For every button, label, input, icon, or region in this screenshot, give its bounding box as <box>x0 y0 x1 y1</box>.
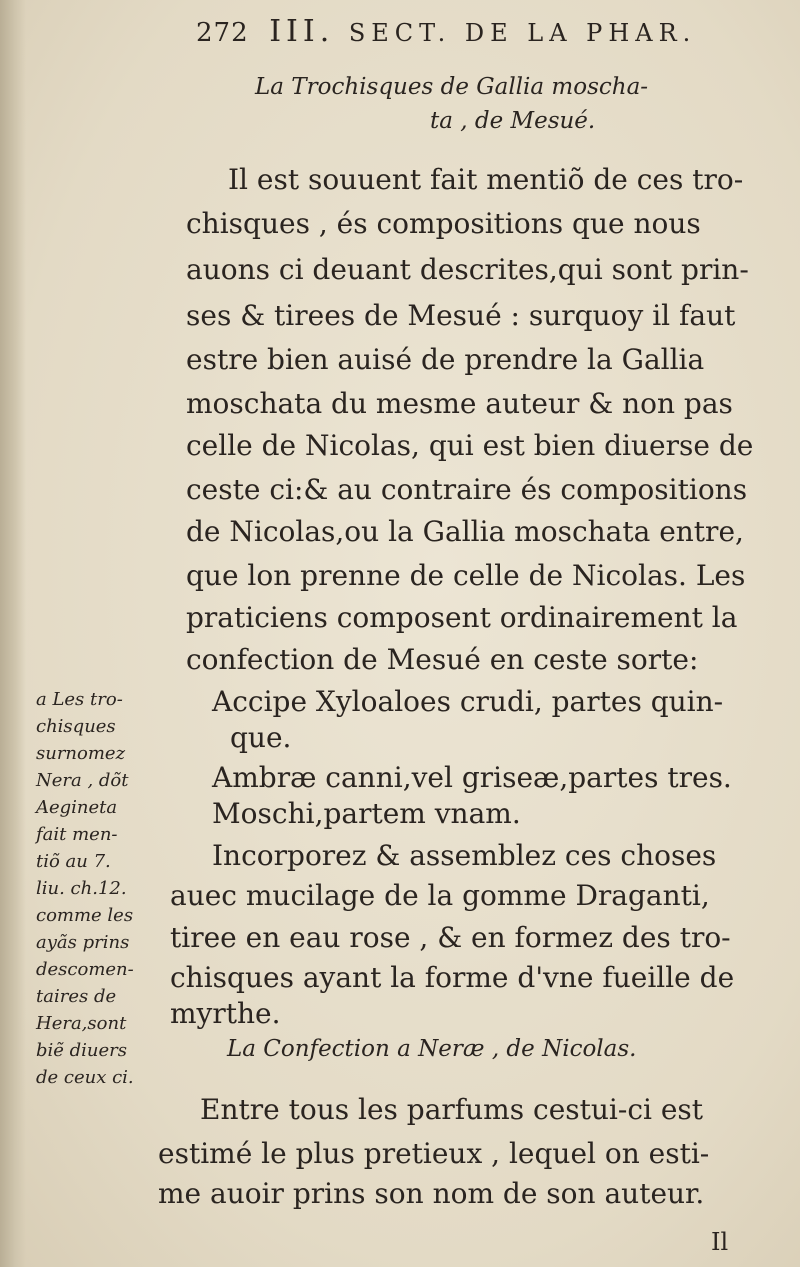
margin-note-line: de ceux ci. <box>36 1067 134 1088</box>
body-line: Il est souuent fait mentiõ de ces tro- <box>228 163 744 196</box>
body-line: me auoir prins son nom de son auteur. <box>158 1177 705 1210</box>
margin-note-line: comme les <box>36 905 134 926</box>
margin-note-line: a Les tro- <box>36 689 123 710</box>
body-line: estre bien auisé de prendre la Gallia <box>186 343 705 376</box>
margin-note-line: tiõ au 7. <box>36 851 111 872</box>
running-header <box>196 14 696 49</box>
body-line: Entre tous les parfums cestui-ci est <box>200 1093 704 1126</box>
margin-note-line: biẽ diuers <box>36 1040 128 1061</box>
body-line: confection de Mesué en ceste sorte: <box>186 643 699 676</box>
body-line: auec mucilage de la gomme Draganti, <box>170 879 710 912</box>
margin-note-line: fait men- <box>36 824 118 845</box>
body-line: ceste ci:& au contraire és compositions <box>186 473 748 506</box>
body-line: moschata du mesme auteur & non pas <box>186 387 733 420</box>
body-line: chisques ayant la forme d'vne fueille de <box>170 961 735 994</box>
recipe-line: que. <box>230 721 292 754</box>
margin-note-line: Nera , dõt <box>36 770 129 791</box>
subsection-title: La Confection a Neræ , de Nicolas. <box>227 1036 637 1062</box>
margin-note-line: descomen- <box>36 959 134 980</box>
body-line: myrthe. <box>170 997 281 1030</box>
page-number: 272 <box>196 18 249 48</box>
body-line: chisques , és compositions que nous <box>186 207 701 240</box>
margin-note-line: taires de <box>36 986 117 1007</box>
margin-note-line: liu. ch.12. <box>36 878 127 899</box>
body-line: tiree en eau rose , & en formez des tro- <box>170 921 731 954</box>
body-line: praticiens composent ordinairement la <box>186 601 738 634</box>
margin-note-line: surnomez <box>36 743 126 764</box>
section-title-line-2: ta , de Mesué. <box>430 108 596 134</box>
running-head-title: SECT. DE LA PHAR. <box>348 19 697 47</box>
running-head-section-number: III. <box>269 14 335 49</box>
body-line: de Nicolas,ou la Gallia moschata entre, <box>186 515 744 548</box>
body-line: ses & tirees de Mesué : surquoy il faut <box>186 299 736 332</box>
section-title-line-1: La Trochisques de Gallia moscha- <box>255 74 649 100</box>
body-line: estimé le plus pretieux , lequel on esti- <box>158 1137 710 1170</box>
margin-note-line: Aegineta <box>36 797 118 818</box>
margin-note-line: ayãs prins <box>36 932 130 953</box>
recipe-line: Accipe Xyloaloes crudi, partes quin- <box>212 685 724 718</box>
body-line: que lon prenne de celle de Nicolas. Les <box>186 559 746 592</box>
catchword: Il <box>711 1228 729 1256</box>
margin-note-line: Hera,sont <box>36 1013 127 1034</box>
margin-note-line: chisques <box>36 716 116 737</box>
margin-note <box>36 686 166 1091</box>
page-gutter <box>0 0 26 1267</box>
body-line: Incorporez & assemblez ces choses <box>212 839 717 872</box>
recipe-line: Ambræ canni,vel griseæ,partes tres. <box>212 761 732 794</box>
body-line: celle de Nicolas, qui est bien diuerse de <box>186 429 754 462</box>
recipe-line: Moschi,partem vnam. <box>212 797 521 830</box>
body-line: auons ci deuant descrites,qui sont prin- <box>186 253 749 286</box>
